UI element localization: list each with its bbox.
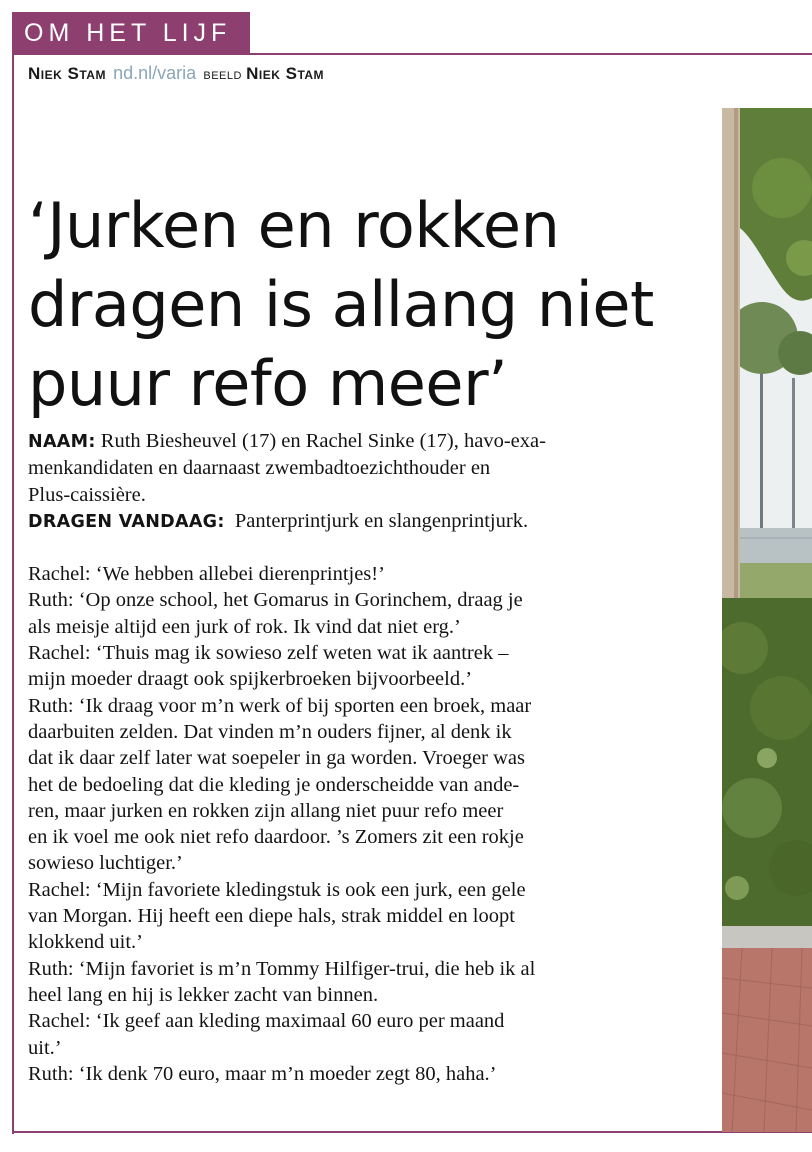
body-line: het de bedoeling dat die kleding je onderscheidde van ande- <box>28 773 520 796</box>
headline <box>28 186 708 423</box>
byline <box>28 63 324 84</box>
body-line: als meisje altijd een jurk of rok. Ik vind dat niet erg.’ <box>28 615 461 638</box>
paragraph-gap <box>28 535 713 561</box>
headline-line: ‘Jurken en rokken <box>28 189 560 262</box>
body-line: Rachel: ‘Thuis mag ik sowieso zelf weten wat ik aantrek – <box>28 642 509 665</box>
facts-name-line: Ruth Biesheuvel (17) en Rachel Sinke (17), havo-exa- <box>100 430 546 452</box>
byline-author: Niek Stam <box>28 64 106 83</box>
article-body <box>28 428 713 1087</box>
facts-name-label: NAAM: <box>28 432 96 452</box>
body-line: dat ik daar zelf later wat soepeler in ga worden. Vroeger was <box>28 747 526 770</box>
body-line: Ruth: ‘Mijn favoriet is m’n Tommy Hilfiger-trui, die heb ik al <box>28 957 536 980</box>
body-line: Ruth: ‘Op onze school, het Gomarus in Gorinchem, draag je <box>28 589 523 612</box>
headline-line: dragen is allang niet <box>28 268 654 341</box>
body-line: uit.’ <box>28 1036 62 1059</box>
body-line: van Morgan. Hij heeft een diepe hals, strak middel en loopt <box>28 905 515 928</box>
headline-line: puur refo meer’ <box>28 347 508 420</box>
facts-name <box>28 428 713 455</box>
frame-left-rule <box>12 53 14 1134</box>
photo-illustration <box>722 108 812 1132</box>
body-line: Rachel: ‘Mijn favoriete kledingstuk is ook een jurk, een gele <box>28 878 526 901</box>
facts-wearing <box>28 508 713 535</box>
body-line: sowieso luchtiger.’ <box>28 852 183 875</box>
facts-name-line: Plus-caissière. <box>28 483 146 506</box>
body-line: mijn moeder draagt ook spijkerbroeken bijvoorbeeld.’ <box>28 668 473 691</box>
byline-site-link[interactable]: nd.nl/varia <box>113 63 197 83</box>
facts-name-line: menkandidaten en daarnaast zwembadtoezichthouder en <box>28 457 491 480</box>
body-line: Ruth: ‘Ik draag voor m’n werk of bij sporten een broek, maar <box>28 694 532 717</box>
facts-wearing-label: DRAGEN VANDAAG: <box>28 511 225 532</box>
body-line: Rachel: ‘Ik geef aan kleding maximaal 60 euro per maand <box>28 1010 505 1033</box>
facts-wearing-value: Panterprintjurk en slangenprintjurk. <box>234 509 529 532</box>
byline-photo-label: beeld <box>203 66 242 83</box>
article-photo <box>722 108 812 1132</box>
section-label: OM HET LIJF <box>12 12 250 55</box>
body-line: ren, maar jurken en rokken zijn allang niet puur refo meer <box>28 799 504 822</box>
body-line: en ik voel me ook niet refo daardoor. ’s Zomers zit een rokje <box>28 826 524 849</box>
body-line: klokkend uit.’ <box>28 931 144 954</box>
frame-bottom-rule <box>12 1131 812 1133</box>
body-line: heel lang en hij is lekker zacht van binnen. <box>28 983 379 1006</box>
body-line: Ruth: ‘Ik denk 70 euro, maar m’n moeder zegt 80, haha.’ <box>28 1062 497 1085</box>
body-line: daarbuiten zelden. Dat vinden m’n ouders fijner, al denk ik <box>28 720 512 743</box>
body-line: Rachel: ‘We hebben allebei dierenprintjes!’ <box>28 563 385 586</box>
byline-photographer: Niek Stam <box>246 64 325 83</box>
